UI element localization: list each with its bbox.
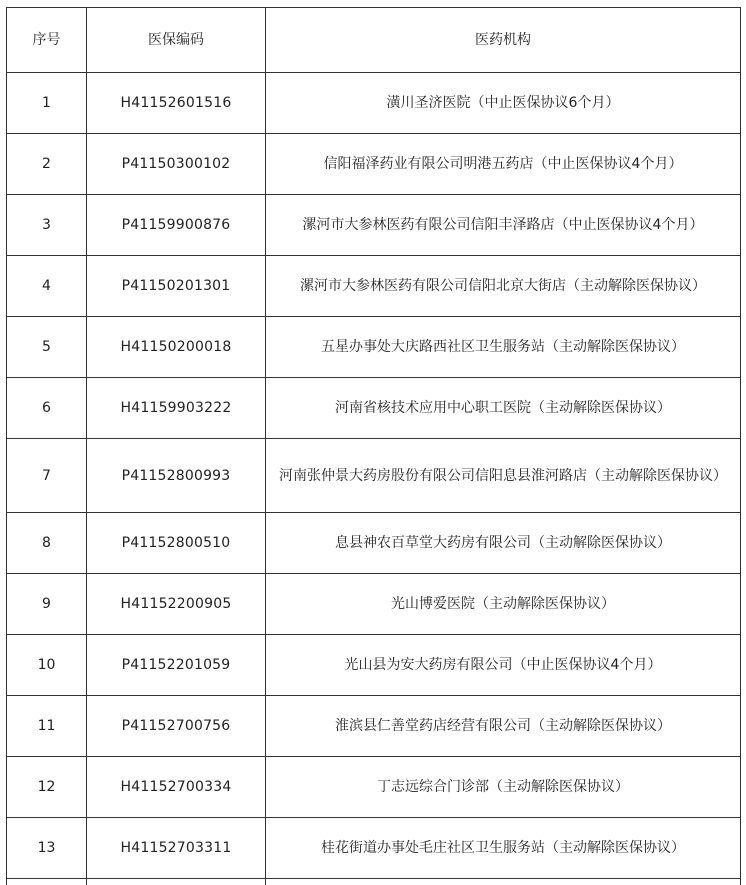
row-index: 2 (7, 134, 87, 195)
row-index: 1 (7, 73, 87, 134)
institution-table (6, 7, 741, 885)
row-index: 6 (7, 378, 87, 439)
table-header-row (7, 8, 741, 73)
row-index: 9 (7, 574, 87, 635)
row-institution: 漯河市大参林医药有限公司信阳丰泽路店（中止医保协议4个月） (266, 195, 741, 256)
row-index: 13 (7, 818, 87, 879)
row-index: 4 (7, 256, 87, 317)
row-institution: 信阳福泽药业有限公司明港五药店（中止医保协议4个月） (266, 134, 741, 195)
row-index: 3 (7, 195, 87, 256)
row-code: H41159903222 (87, 378, 266, 439)
row-index: 12 (7, 757, 87, 818)
header-code: 医保编码 (87, 8, 266, 73)
row-index: 10 (7, 635, 87, 696)
table-row (7, 378, 741, 439)
table-row-cut-off (7, 879, 741, 885)
row-code: P41150300102 (87, 134, 266, 195)
table-row (7, 574, 741, 635)
table-row (7, 134, 741, 195)
row-institution: 五星办事处大庆路西社区卫生服务站（主动解除医保协议） (266, 317, 741, 378)
row-institution: 河南省核技术应用中心职工医院（主动解除医保协议） (266, 378, 741, 439)
row-index: 11 (7, 696, 87, 757)
table-row (7, 317, 741, 378)
row-institution: 光山县为安大药房有限公司（中止医保协议4个月） (266, 635, 741, 696)
row-institution: 漯河市大参林医药有限公司信阳北京大街店（主动解除医保协议） (266, 256, 741, 317)
table-row (7, 439, 741, 513)
row-code: H41152703311 (87, 818, 266, 879)
row-institution: 淮滨县仁善堂药店经营有限公司（主动解除医保协议） (266, 696, 741, 757)
row-code: P41152201059 (87, 635, 266, 696)
row-code: H41152700334 (87, 757, 266, 818)
row-code: P41152700756 (87, 696, 266, 757)
table-row (7, 73, 741, 134)
row-institution: 河南张仲景大药房股份有限公司信阳息县淮河路店（主动解除医保协议） (266, 439, 741, 513)
table-row (7, 818, 741, 879)
row-index: 5 (7, 317, 87, 378)
table-row (7, 757, 741, 818)
row-institution: 光山博爱医院（主动解除医保协议） (266, 574, 741, 635)
empty-cell (7, 879, 87, 885)
table-row (7, 256, 741, 317)
table-row (7, 513, 741, 574)
table-row (7, 635, 741, 696)
row-institution: 息县神农百草堂大药房有限公司（主动解除医保协议） (266, 513, 741, 574)
row-code: P41159900876 (87, 195, 266, 256)
row-institution: 潢川圣济医院（中止医保协议6个月） (266, 73, 741, 134)
row-index: 7 (7, 439, 87, 513)
row-code: H41152601516 (87, 73, 266, 134)
empty-cell (266, 879, 741, 885)
row-code: P41152800510 (87, 513, 266, 574)
empty-cell (87, 879, 266, 885)
row-code: P41152800993 (87, 439, 266, 513)
header-index: 序号 (7, 8, 87, 73)
row-institution: 桂花街道办事处毛庄社区卫生服务站（主动解除医保协议） (266, 818, 741, 879)
table-row (7, 195, 741, 256)
row-index: 8 (7, 513, 87, 574)
header-institution: 医药机构 (266, 8, 741, 73)
table-row (7, 696, 741, 757)
row-code: H41152200905 (87, 574, 266, 635)
row-code: P41150201301 (87, 256, 266, 317)
row-code: H41150200018 (87, 317, 266, 378)
row-institution: 丁志远综合门诊部（主动解除医保协议） (266, 757, 741, 818)
